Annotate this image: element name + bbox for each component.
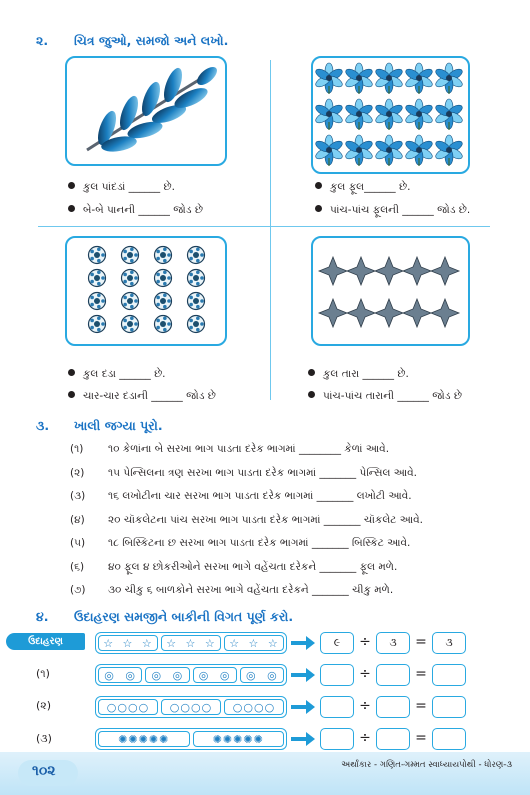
flowers-pairs-line: પાંચ-પાંચ ફૂલની ______ જોડ છે. — [315, 204, 470, 217]
section-2-number: ૨. — [36, 33, 49, 48]
star-icon: ☆ — [103, 636, 115, 650]
sun-icon: ✺✺✺✺✺ — [212, 732, 264, 746]
section-2-title: ચિત્ર જુઓ, સમજો અને લખો. — [74, 33, 229, 48]
fill-blank-row: (૩) ૧૬ લખોટીના ચાર સરખા ભાગ પાડતા દરેક ભાગમાં _______ લખોટી આવે. — [70, 490, 412, 502]
spiral-icon: ◎ — [219, 668, 231, 682]
spiral-icon: ◎ — [246, 668, 257, 682]
section-4-heading — [36, 609, 293, 625]
flower-icon — [374, 63, 404, 94]
star-icon — [403, 299, 431, 327]
flower-icon — [404, 135, 434, 166]
equals-sign: = — [415, 698, 427, 714]
example-star-strip — [95, 632, 287, 654]
flower-icon — [344, 135, 374, 166]
star-icon: ☆ — [166, 636, 178, 650]
flower-icon — [374, 99, 404, 130]
ring-icon: ○○○○ — [106, 700, 150, 714]
answer-quotient-box[interactable] — [432, 696, 466, 718]
section-4-number: ૪. — [36, 609, 49, 624]
page-number: ૧૦૨ — [32, 763, 56, 779]
answer-quotient-box[interactable] — [432, 664, 466, 686]
star-icon: ☆ — [267, 636, 279, 650]
ball-icon — [155, 247, 172, 264]
star-icon — [347, 257, 375, 285]
star-icon — [319, 299, 347, 327]
star-icon — [319, 257, 347, 285]
balls-picture — [65, 236, 227, 346]
star-icon: ☆ — [229, 636, 241, 650]
flower-icon — [314, 99, 344, 130]
ring-icon: ○○○○ — [232, 700, 276, 714]
ball-grid — [67, 238, 224, 343]
equals-sign: = — [415, 730, 427, 746]
spiral-icon: ◎ — [267, 668, 278, 682]
arrow-right-icon — [291, 668, 315, 682]
answer-quotient-box[interactable] — [432, 728, 466, 750]
divide-sign: ÷ — [359, 730, 371, 746]
spiral-icon: ◎ — [104, 668, 115, 682]
equals-sign: = — [415, 666, 427, 682]
flower-icon — [344, 99, 374, 130]
ball-icon — [89, 247, 106, 264]
answer-dividend-box[interactable] — [320, 696, 354, 718]
ball-icon — [122, 247, 139, 264]
flower-icon — [434, 135, 464, 166]
spiral-strip — [95, 664, 287, 686]
arrow-right-icon — [291, 700, 315, 714]
spiral-group — [240, 667, 284, 683]
sun-group — [98, 731, 190, 747]
flower-icon — [434, 63, 464, 94]
flowers-picture — [311, 56, 470, 174]
leaf-branch-icon — [67, 58, 224, 163]
star-icon — [403, 257, 431, 285]
star-icon — [431, 257, 459, 285]
row-1-label: (૧) — [36, 667, 50, 680]
section-4-title: ઉદાહરણ સમજીને બાકીની વિગત પૂર્ણ કરો. — [74, 609, 294, 624]
divide-sign: ÷ — [359, 666, 371, 682]
answer-divisor-box[interactable] — [376, 696, 410, 718]
fill-blank-row: (૧) ૧૦ કેળાંના બે સરખા ભાગ પાડતા દરેક ભાગમાં ________ કેળાં આવે. — [70, 443, 390, 455]
fill-blank-row: (૬) ૪૦ ફૂલ ૪ છોકરીઓને સરખા ભાગે વહેંચતા દરેકને _______ ફૂલ મળે. — [70, 561, 398, 573]
star-icon — [375, 257, 403, 285]
panel-divider-vertical — [270, 60, 271, 400]
example-divisor: ૩ — [376, 632, 410, 654]
star-icon: ☆ — [185, 636, 197, 650]
ball-icon — [122, 316, 139, 333]
ball-icon — [89, 270, 106, 287]
stars-total-line: કુલ તારા ______ છે. — [308, 368, 409, 381]
stars-pairs-line: પાંચ-પાંચ તારાની ______ જોડ છે — [308, 390, 462, 403]
flower-icon — [434, 99, 464, 130]
ring-group — [224, 699, 284, 715]
star-icon — [375, 299, 403, 327]
answer-dividend-box[interactable] — [320, 728, 354, 750]
fill-blank-row: (૭) ૩૦ ચીકુ ૬ બાળકોને સરખા ભાગે વહેંચતા દરેકને _______ ચીકુ મળે. — [70, 584, 394, 596]
footer-book-title: અર્થાંકાર - ગણિત-ગમ્મત સ્વાધ્યાયપોથી - ધોરણ-૩ — [341, 760, 512, 770]
spiral-group — [145, 667, 189, 683]
star-grid — [313, 238, 467, 343]
equals-sign: = — [415, 634, 427, 650]
flower-icon — [374, 135, 404, 166]
answer-divisor-box[interactable] — [376, 728, 410, 750]
spiral-icon: ◎ — [151, 668, 163, 682]
section-3-heading — [36, 418, 163, 434]
star-icon: ☆ — [204, 636, 216, 650]
row-3-label: (૩) — [36, 732, 52, 745]
balls-pairs-line: ચાર-ચાર દડાની ______ જોડ છે — [68, 390, 216, 403]
fill-blank-row: (૫) ૧૮ બિસ્કિટના છ સરખા ભાગ પાડતા દરેક ભાગમાં _______ બિસ્કિટ આવે. — [70, 537, 411, 549]
answer-divisor-box[interactable] — [376, 664, 410, 686]
stars-picture — [311, 236, 470, 346]
star-icon — [347, 299, 375, 327]
flower-icon — [314, 135, 344, 166]
ball-icon — [188, 247, 205, 264]
star-group — [98, 635, 158, 651]
ring-strip — [95, 696, 287, 718]
star-group — [161, 635, 221, 651]
arrow-right-icon — [291, 732, 315, 746]
spiral-group — [193, 667, 237, 683]
sun-strip — [95, 728, 287, 750]
ring-group — [98, 699, 158, 715]
section-3-title: ખાલી જગ્યા પૂરો. — [74, 418, 163, 433]
spiral-icon: ◎ — [172, 668, 184, 682]
ball-icon — [155, 270, 172, 287]
flower-icon — [404, 99, 434, 130]
ring-group — [161, 699, 221, 715]
star-icon: ☆ — [122, 636, 134, 650]
spiral-icon: ◎ — [198, 668, 210, 682]
example-dividend: ૯ — [320, 632, 354, 654]
answer-dividend-box[interactable] — [320, 664, 354, 686]
flower-icon — [314, 63, 344, 94]
leaves-total-line: કુલ પાંદડાં ______ છે. — [68, 181, 175, 194]
star-group — [224, 635, 284, 651]
row-2-label: (૨) — [36, 699, 52, 712]
arrow-right-icon — [291, 636, 315, 650]
spiral-group — [98, 667, 142, 683]
ball-icon — [122, 293, 139, 310]
divide-sign: ÷ — [359, 634, 371, 650]
ball-icon — [155, 293, 172, 310]
flower-grid — [313, 58, 467, 171]
example-badge: ઉદાહરણ — [6, 633, 85, 650]
ball-icon — [155, 316, 172, 333]
ball-icon — [122, 270, 139, 287]
spiral-icon: ◎ — [125, 668, 136, 682]
star-icon: ☆ — [248, 636, 260, 650]
section-3-number: ૩. — [36, 418, 50, 433]
flower-icon — [344, 63, 374, 94]
footer-band — [0, 752, 530, 795]
sun-icon: ✺✺✺✺✺ — [118, 732, 170, 746]
star-icon: ☆ — [141, 636, 153, 650]
star-icon — [431, 299, 459, 327]
section-2-heading — [36, 33, 228, 49]
flower-icon — [404, 63, 434, 94]
fill-blank-row: (૨) ૧૫ પેન્સિલના ત્રણ સરખા ભાગ પાડતા દરેક ભાગમાં _______ પેન્સિલ આવે. — [70, 467, 417, 479]
ball-icon — [89, 293, 106, 310]
ball-icon — [188, 316, 205, 333]
flowers-total-line: કુલ ફૂલ______ છે. — [315, 181, 410, 194]
ball-icon — [89, 316, 106, 333]
ring-icon: ○○○○ — [169, 700, 213, 714]
sun-group — [193, 731, 285, 747]
ball-icon — [188, 270, 205, 287]
leaves-picture — [65, 56, 227, 166]
panel-divider-horizontal — [38, 226, 490, 227]
fill-blank-row: (૪) ૨૦ ચૉકલેટના પાંચ સરખા ભાગ પાડતા દરેક ભાગમાં _______ ચૉકલેટ આવે. — [70, 514, 423, 526]
example-quotient: ૩ — [432, 632, 466, 654]
ball-icon — [188, 293, 205, 310]
divide-sign: ÷ — [359, 698, 371, 714]
balls-total-line: કુલ દડા ______ છે. — [68, 368, 166, 381]
leaves-pairs-line: બે-બે પાનની ______ જોડ છે — [68, 204, 203, 217]
